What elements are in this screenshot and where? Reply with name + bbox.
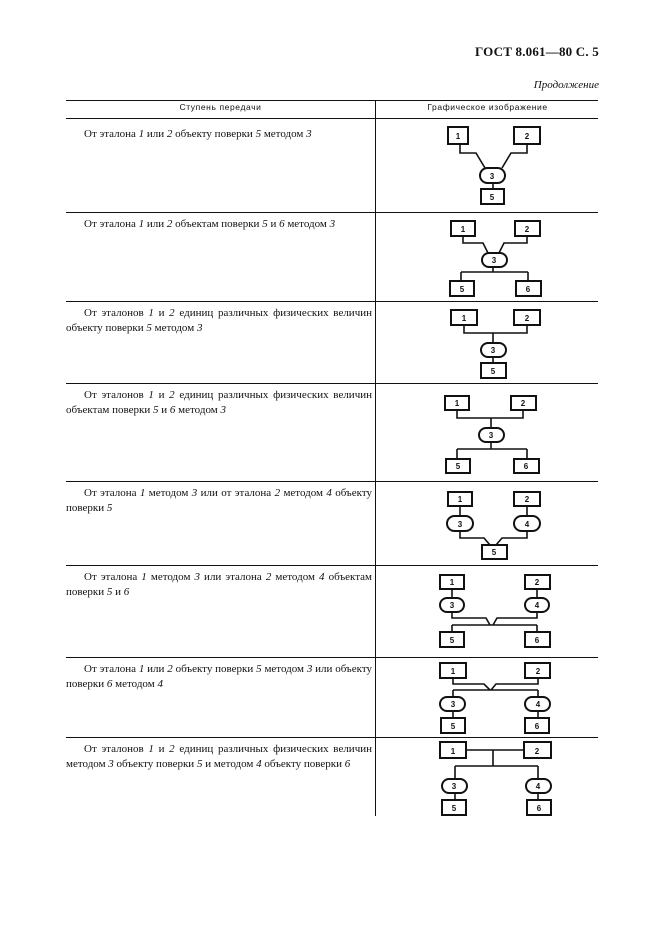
row-text-fragment: методом bbox=[280, 487, 327, 499]
diagram-row-7 bbox=[440, 663, 550, 733]
row-text-fragment: объекту поверки bbox=[172, 663, 257, 675]
row-text-fragment: методом bbox=[145, 487, 192, 499]
node-label: 3 bbox=[489, 172, 495, 181]
node-label: 5 bbox=[450, 722, 456, 731]
node-label: 2 bbox=[520, 399, 526, 408]
reference-number: 1 bbox=[139, 487, 146, 499]
reference-number: 2 bbox=[169, 743, 175, 755]
row-text-fragment: и bbox=[153, 743, 170, 755]
reference-number: 5 bbox=[255, 128, 262, 140]
reference-number: 3 bbox=[196, 321, 203, 334]
node-label: 1 bbox=[450, 667, 456, 676]
reference-number: 3 bbox=[108, 757, 114, 770]
reference-number: 1 bbox=[138, 128, 145, 140]
row-text-fragment: методом bbox=[284, 218, 330, 230]
node-label: 2 bbox=[524, 132, 530, 141]
reference-number: 2 bbox=[167, 663, 173, 675]
reference-number: 2 bbox=[169, 389, 175, 401]
row-text-fragment: методом bbox=[271, 571, 320, 583]
reference-number: 1 bbox=[148, 743, 154, 755]
node-label: 3 bbox=[457, 520, 463, 529]
node-label: 4 bbox=[534, 601, 540, 610]
diagram-row-1 bbox=[448, 127, 540, 204]
reference-number: 1 bbox=[138, 663, 145, 675]
row-text-fragment: или bbox=[144, 128, 167, 140]
reference-number: 6 bbox=[344, 757, 351, 770]
reference-number: 5 bbox=[262, 218, 268, 230]
diagram-row-5 bbox=[447, 492, 540, 559]
reference-number: 5 bbox=[146, 321, 152, 334]
node-label: 1 bbox=[457, 495, 463, 504]
reference-number: 4 bbox=[157, 677, 163, 690]
row-text-fragment: От эталонов bbox=[84, 743, 149, 755]
reference-number: 4 bbox=[256, 757, 262, 770]
node-label: 4 bbox=[535, 700, 541, 709]
reference-number: 3 bbox=[329, 218, 336, 230]
row-text-fragment: От эталонов bbox=[84, 307, 149, 319]
row-text-fragment: объекту поверки bbox=[261, 757, 345, 770]
node-label: 4 bbox=[524, 520, 530, 529]
node-label: 5 bbox=[491, 548, 497, 557]
continuation-label: Продолжение bbox=[533, 79, 599, 91]
row-text-fragment: От эталона bbox=[84, 218, 139, 230]
row-text-fragment: или от эталона bbox=[197, 487, 275, 499]
reference-number: 2 bbox=[265, 571, 272, 583]
reference-number: 1 bbox=[138, 218, 145, 230]
node-label: 6 bbox=[523, 462, 529, 471]
row-text-fragment: От эталона bbox=[84, 128, 139, 140]
node-label: 5 bbox=[455, 462, 461, 471]
node-label: 1 bbox=[460, 225, 466, 234]
node-label: 5 bbox=[459, 285, 465, 294]
node-label: 1 bbox=[450, 747, 456, 756]
node-label: 5 bbox=[449, 636, 455, 645]
node-label: 3 bbox=[488, 431, 494, 440]
reference-number: 5 bbox=[106, 585, 113, 598]
node-label: 5 bbox=[451, 804, 457, 813]
reference-number: 5 bbox=[153, 403, 159, 416]
row-text-fragment: единиц различных физических величин методом bbox=[66, 743, 373, 770]
row-text-fragment: или bbox=[144, 218, 167, 230]
node-label: 6 bbox=[534, 722, 540, 731]
reference-number: 6 bbox=[123, 585, 130, 598]
node-label: 1 bbox=[461, 314, 467, 323]
row-text-fragment: методом bbox=[175, 403, 221, 416]
row-text-fragment: От эталона bbox=[84, 571, 142, 583]
row-text-fragment: единиц различных физических величин объекту поверки bbox=[66, 307, 373, 334]
reference-number: 6 bbox=[279, 218, 285, 230]
diagram-row-8 bbox=[440, 742, 551, 815]
node-label: 3 bbox=[451, 782, 457, 791]
node-label: 4 bbox=[535, 782, 541, 791]
row-text-fragment: и bbox=[153, 389, 170, 401]
diagram-row-2 bbox=[450, 221, 541, 296]
row-text-fragment: От эталонов bbox=[84, 389, 149, 401]
reference-number: 3 bbox=[306, 663, 313, 675]
row-text-fragment: От эталона bbox=[84, 487, 140, 499]
node-label: 2 bbox=[534, 578, 540, 587]
node-label: 3 bbox=[450, 700, 456, 709]
row-text-fragment: объекту поверки bbox=[172, 128, 256, 140]
reference-number: 1 bbox=[148, 389, 154, 401]
row-text-fragment: единиц различных физических величин объектам поверки bbox=[66, 389, 373, 416]
row-text-fragment: или эталона bbox=[199, 571, 266, 583]
row-text-fragment: и bbox=[158, 403, 170, 416]
reference-number: 3 bbox=[220, 403, 226, 416]
node-label: 1 bbox=[449, 578, 455, 587]
diagram-row-3 bbox=[451, 310, 540, 378]
node-label: 1 bbox=[455, 132, 461, 141]
reference-number: 2 bbox=[169, 307, 175, 319]
reference-number: 3 bbox=[306, 128, 312, 140]
reference-number: 5 bbox=[106, 501, 113, 514]
node-label: 3 bbox=[490, 346, 496, 355]
row-text-fragment: объекту поверки bbox=[113, 757, 197, 770]
diagram-row-4 bbox=[445, 396, 539, 473]
reference-number: 3 bbox=[191, 487, 198, 499]
reference-number: 4 bbox=[319, 571, 325, 583]
node-label: 2 bbox=[534, 747, 540, 756]
reference-number: 2 bbox=[166, 218, 173, 230]
row-text-fragment: или объекту поверки bbox=[66, 663, 372, 690]
row-text-fragment: методом bbox=[112, 677, 158, 690]
reference-number: 1 bbox=[148, 307, 154, 319]
column-header-graphic: Графическое изображение bbox=[427, 102, 548, 112]
reference-number: 6 bbox=[169, 403, 176, 416]
row-text-fragment: методом bbox=[151, 321, 197, 334]
node-label: 2 bbox=[535, 667, 541, 676]
node-label: 6 bbox=[525, 285, 531, 294]
row-text-fragment: и bbox=[267, 218, 280, 230]
node-label: 6 bbox=[536, 804, 542, 813]
row-text-fragment: От эталона bbox=[84, 663, 139, 675]
reference-number: 5 bbox=[196, 757, 203, 770]
reference-number: 2 bbox=[274, 487, 281, 499]
reference-number: 1 bbox=[141, 571, 147, 583]
diagram-row-6 bbox=[440, 575, 550, 647]
node-label: 3 bbox=[491, 256, 497, 265]
node-label: 5 bbox=[489, 193, 495, 202]
document-number: ГОСТ 8.061—80 С. 5 bbox=[474, 44, 599, 59]
row-text-fragment: и bbox=[112, 585, 124, 598]
node-label: 2 bbox=[524, 495, 530, 504]
row-text-fragment: методом bbox=[146, 571, 195, 583]
row-text-fragment: объектам поверки bbox=[172, 218, 263, 230]
node-label: 2 bbox=[524, 225, 530, 234]
row-text-fragment: объектам поверки bbox=[66, 571, 372, 598]
reference-number: 4 bbox=[326, 487, 332, 499]
row-text-fragment: объекту поверки bbox=[66, 487, 372, 514]
reference-number: 3 bbox=[194, 571, 200, 583]
row-text-fragment: или bbox=[144, 663, 168, 675]
node-label: 2 bbox=[524, 314, 530, 323]
node-label: 3 bbox=[449, 601, 455, 610]
row-text-fragment: и методом bbox=[202, 757, 257, 770]
reference-number: 2 bbox=[166, 128, 173, 140]
node-label: 6 bbox=[534, 636, 540, 645]
reference-number: 5 bbox=[256, 663, 262, 675]
row-text-fragment: методом bbox=[261, 663, 307, 675]
node-label: 5 bbox=[490, 367, 496, 376]
node-label: 1 bbox=[454, 399, 460, 408]
row-text-fragment: методом bbox=[261, 128, 307, 140]
column-header-stage: Ступень передачи bbox=[179, 102, 262, 112]
reference-number: 6 bbox=[106, 677, 113, 690]
row-text-fragment: и bbox=[153, 307, 170, 319]
